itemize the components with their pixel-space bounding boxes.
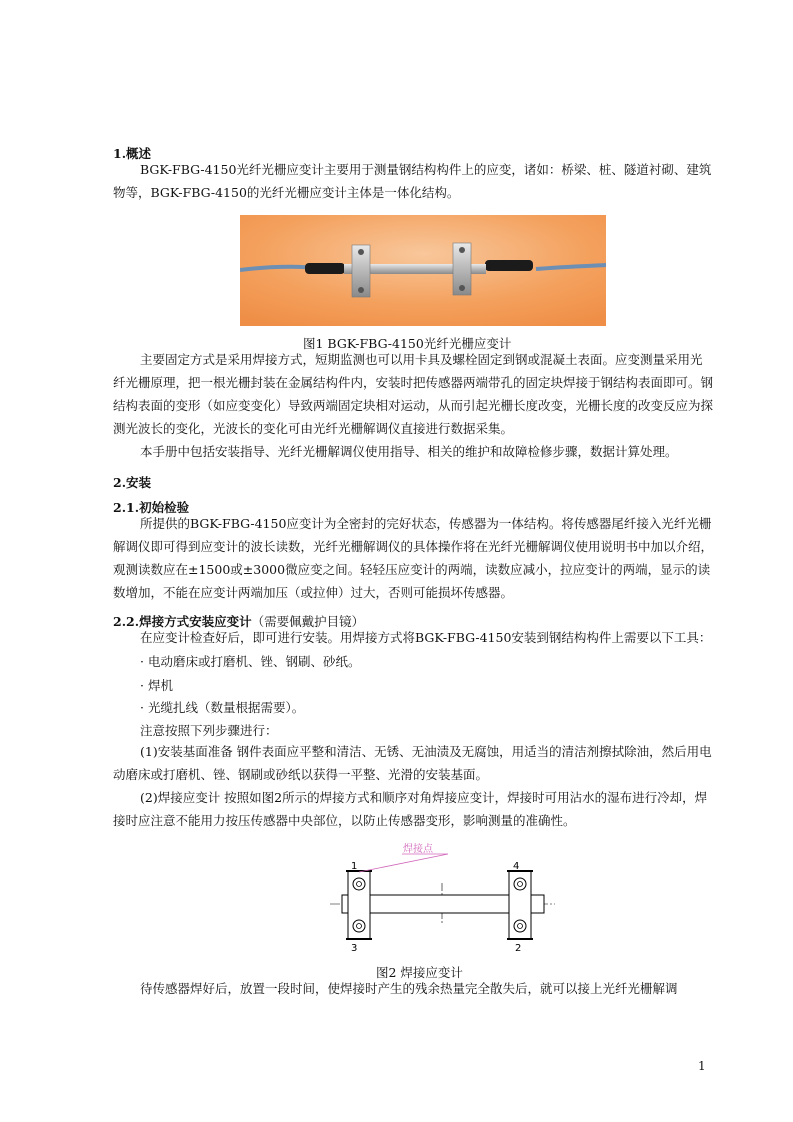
- section-2-heading: 2.安装: [113, 475, 152, 490]
- step-1-paragraph: (1)安装基面准备 钢件表面应平整和清洁、无锈、无油渍及无腐蚀，用适当的清洁剂擦拭除油，然后用电动磨床或打磨机、锉、钢刷或砂纸以获得一平整、光滑的安装基面。: [113, 744, 712, 782]
- tool-list-item: · 光缆扎线（数量根据需要）。: [140, 700, 305, 715]
- figure-2-caption: 图2 焊接应变计: [376, 965, 463, 980]
- weld-order-2: 2: [515, 943, 522, 954]
- weld-order-4: 4: [513, 861, 520, 872]
- tool-list-item: · 焊机: [140, 678, 173, 693]
- section-2-2-paragraph: 在应变计检查好后，即可进行安装。用焊接方式将BGK-FBG-4150安装到钢结构构件上需要以下工具：: [140, 630, 712, 645]
- strain-gauge-photo: [240, 215, 606, 326]
- section-2-2-title: 2.2.焊接方式安装应变计: [113, 614, 252, 629]
- tool-list-item: · 电动磨床或打磨机、锉、钢刷、砂纸。: [140, 654, 361, 669]
- steps-intro: 注意按照下列步骤进行：: [140, 723, 278, 738]
- figure-1-caption: 图1 BGK-FBG-4150光纤光栅应变计: [303, 336, 512, 351]
- weld-point-label: 焊接点: [403, 844, 433, 855]
- page-number: 1: [698, 1059, 706, 1073]
- welding-diagram: [330, 843, 555, 963]
- final-paragraph: 待传感器焊好后，放置一段时间，使焊接时产生的残余热量完全散失后，就可以接上光纤光栅解调: [140, 981, 678, 996]
- section-1-heading: 1.概述: [113, 146, 152, 161]
- section-2-2-note: （需要佩戴护目镜）: [251, 614, 365, 629]
- section-1-paragraph-2: 主要固定方式是采用焊接方式，短期监测也可以用卡具及螺栓固定到钢或混凝土表面。应变测量采用光纤光栅原理，把一根光栅封装在金属结构件内，安装时把传感器两端带孔的固定块焊接于钢结构表面即可。钢结构表面的变形（如应变变化）导致两端固定块相对运动，从而引起光栅长度改变，光栅长度的改变反应为探测光波长的变化，光波长的变化可由光纤光栅解调仪直接进行数据采集。: [113, 352, 714, 436]
- weld-order-1: 1: [351, 861, 358, 872]
- step-2-paragraph: (2)焊接应变计 按照如图2所示的焊接方式和顺序对角焊接应变计，焊接时可用沾水的湿布进行冷却，焊接时应注意不能用力按压传感器中央部位，以防止传感器变形，影响测量的准确性。: [113, 790, 708, 828]
- section-1-paragraph-1: BGK-FBG-4150光纤光栅应变计主要用于测量钢结构构件上的应变，诸如：桥梁、桩、隧道衬砌、建筑物等，BGK-FBG-4150的光纤光栅应变计主体是一体化结构。: [113, 162, 712, 200]
- section-2-1-heading: 2.1.初始检验: [113, 500, 190, 515]
- section-2-1-paragraph: 所提供的BGK-FBG-4150应变计为全密封的完好状态，传感器为一体结构。将传感器尾纤接入光纤光栅解调仪即可得到应变计的波长读数，光纤光栅解调仪的具体操作将在光纤光栅解调仪使用说明书中加以介绍，观测读数应在±1500或±3000微应变之间。轻轻压应变计的两端，读数应减小，拉应变计的两端，显示的读数增加，不能在应变计两端加压（或拉伸）过大，否则可能损坏传感器。: [113, 516, 714, 600]
- section-1-paragraph-3: 本手册中包括安装指导、光纤光栅解调仪使用指导、相关的维护和故障检修步骤，数据计算处理。: [140, 444, 678, 459]
- weld-order-3: 3: [351, 943, 358, 954]
